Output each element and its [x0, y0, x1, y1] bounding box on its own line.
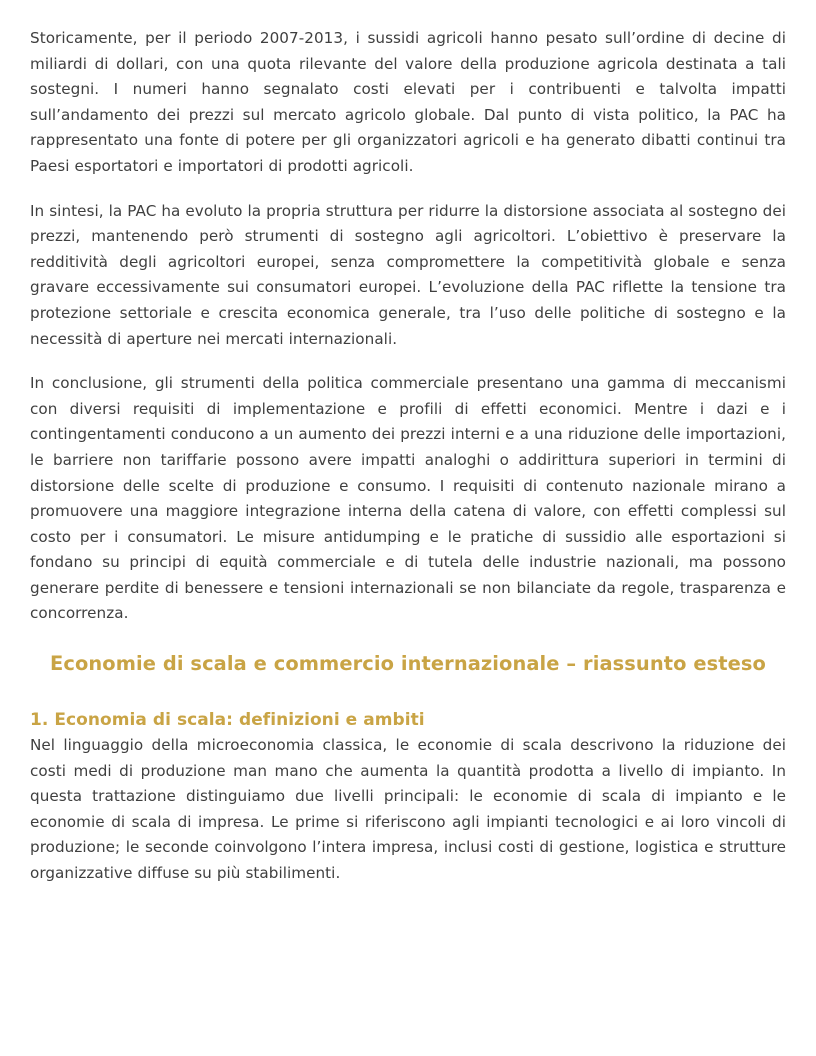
- paragraph-trade-policy-conclusion: In conclusione, gli strumenti della politica commerciale presentano una gamma di meccanismi con diversi requisiti di implementazione e profili di effetti economici. Mentre i dazi e i contingentamenti conducono a un aumento dei prezzi interni e a una riduzione delle importazioni, le barriere non tariffarie possono avere impatti analoghi o addirittura superiori in termini di distorsione delle scelte di produzione e consumo. I requisiti di contenuto nazionale mirano a promuovere una maggiore integrazione interna della catena di valore, con effetti complessi sul costo per i consumatori. Le misure antidumping e le pratiche di sussidio alle esportazioni si fondano su principi di equità commerciale e di tutela delle industrie nazionali, ma possono generare perdite di benessere e tensioni internazionali se non bilanciate da regole, trasparenza e concorrenza.: [30, 374, 786, 623]
- document-content: [30, 26, 786, 887]
- paragraph-economies-of-scale-definition: Nel linguaggio della microeconomia classica, le economie di scala descrivono la riduzione dei costi medi di produzione man mano che aumenta la quantità prodotta a livello di impianto. In questa trattazione distinguiamo due livelli principali: le economie di scala di impianto e le economie di scala di impresa. Le prime si riferiscono agli impianti tecnologici e ai loro vincoli di produzione; le seconde coinvolgono l’intera impresa, inclusi costi di gestione, logistica e strutture organizzative diffuse su più stabilimenti.: [30, 736, 786, 883]
- subsection-heading-definitions: 1. Economia di scala: definizioni e ambiti: [30, 710, 425, 731]
- paragraph-pac-summary: In sintesi, la PAC ha evoluto la propria struttura per ridurre la distorsione associata al sostegno dei prezzi, mantenendo però strumenti di sostegno agli agricoltori. L’obiettivo è preservare la redditività degli agricoltori europei, senza compromettere la competitività globale e senza gravare eccessivamente sui consumatori europei. L’evoluzione della PAC riflette la tensione tra protezione settoriale e crescita economica generale, tra l’uso delle politiche di sostegno e la necessità di aperture nei mercati internazionali.: [30, 201, 786, 348]
- paragraph-subsidies-overview: Storicamente, per il periodo 2007-2013, i sussidi agricoli hanno pesato sull’ordine di decine di miliardi di dollari, con una quota rilevante del valore della produzione agricola destinata a tali sostegni. I numeri hanno segnalato costi elevati per i contribuenti e talvolta impatti sull’andamento dei prezzi sul mercato agricolo globale. Dal punto di vista politico, la PAC ha rappresentato una fonte di potere per gli organizzatori agricoli e ha generato dibatti continui tra Paesi esportatori e importatori di prodotti agricoli.: [30, 29, 786, 175]
- section-heading-economies-of-scale: Economie di scala e commercio internazionale – riassunto esteso: [50, 652, 766, 676]
